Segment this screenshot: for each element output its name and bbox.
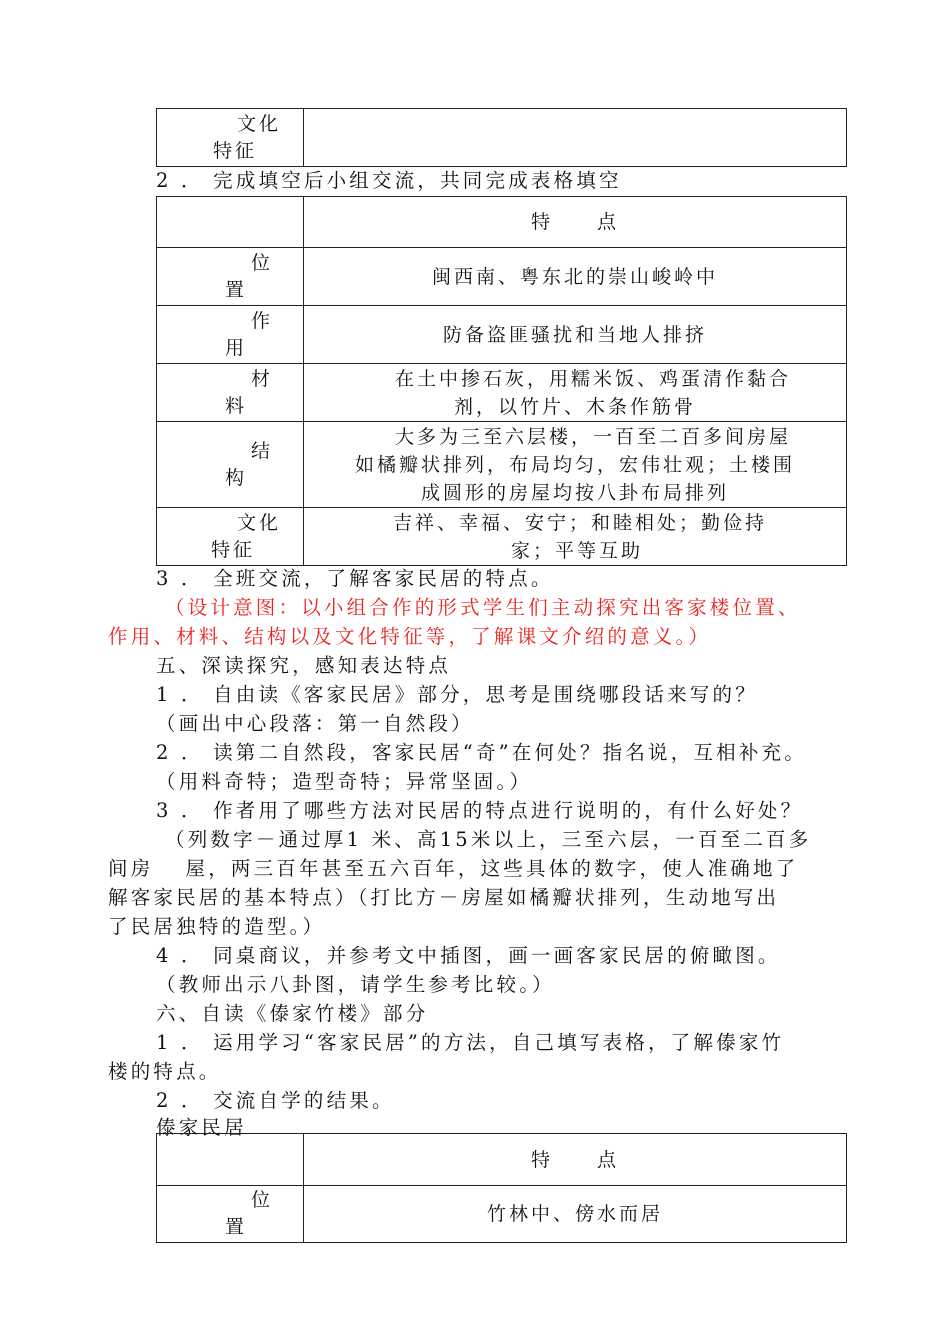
row-content: 竹林中、傍水而居	[304, 1186, 847, 1243]
row-label: 位 置	[157, 248, 304, 306]
answer-3-line-2: 间房 屋，两三百年甚至五六百年，这些具体的数字，使人准确地了	[108, 857, 799, 880]
para-1-line-1: 1 ． 运用学习“客家民居”的方法，自己填写表格，了解傣家竹	[156, 1031, 785, 1054]
table-header-row	[157, 1134, 847, 1186]
header-cell: 特 点	[304, 1134, 847, 1186]
section-6-heading: 六、自读《傣家竹楼》部分	[156, 1002, 429, 1025]
step-3-text: 3 ． 全班交流，了解客家民居的特点。	[156, 567, 554, 590]
row-label: 文化 特征	[157, 508, 304, 566]
table-row	[157, 248, 847, 306]
header-cell: 特 点	[304, 197, 847, 248]
row-label: 作 用	[157, 306, 304, 364]
table-header-row	[157, 197, 847, 248]
row-label: 位 置	[157, 1186, 304, 1243]
answer-2: （用料奇特；造型奇特；异常坚固。）	[156, 770, 533, 793]
row-content: 吉祥、幸福、安宁；和睦相处；勤俭持 家；平等互助	[304, 508, 847, 566]
table-row	[157, 364, 847, 422]
step-2-text: 2 ． 完成填空后小组交流，共同完成表格填空	[156, 169, 622, 192]
para-1-line-2: 楼的特点。	[108, 1060, 222, 1083]
row-content: 大多为三至六层楼，一百至二百多间房屋 如橘瓣状排列，布局均匀，宏伟壮观；土楼围 成圆形的房屋均按八卦布局排列	[304, 422, 847, 508]
answer-4: （教师出示八卦图，请学生参考比较。）	[156, 973, 555, 996]
row-content	[304, 109, 847, 167]
answer-3-line-3: 解客家民居的基本特点）（打比方－房屋如橘瓣状排列，生动地写出	[108, 886, 780, 909]
header-empty-cell	[157, 1134, 304, 1186]
question-1: 1 ． 自由读《客家民居》部分，思考是围绕哪段话来写的？	[156, 683, 758, 706]
para-2: 2 ． 交流自学的结果。	[156, 1089, 395, 1112]
row-label: 材 料	[157, 364, 304, 422]
header-empty-cell	[157, 197, 304, 248]
row-label: 文化 特征	[157, 109, 304, 167]
table-row	[157, 1186, 847, 1243]
dai-heading: 傣家民居	[156, 1116, 247, 1139]
bottom-table	[156, 1133, 847, 1243]
row-label: 结 构	[157, 422, 304, 508]
row-content: 防备盗匪骚扰和当地人排挤	[304, 306, 847, 364]
design-intent-line-2: 作用、材料、结构以及文化特征等，了解课文介绍的意义。）	[108, 625, 712, 648]
design-intent-line-1: （设计意图：以小组合作的形式学生们主动探究出客家楼位置、	[165, 596, 801, 619]
question-2: 2 ． 读第二自然段，客家民居“奇”在何处？指名说，互相补充。	[156, 741, 807, 764]
table-row	[157, 508, 847, 566]
table-row	[157, 306, 847, 364]
answer-1: （画出中心段落：第一自然段）	[156, 712, 474, 735]
main-table	[156, 196, 847, 566]
section-5-heading: 五、深读探究，感知表达特点	[156, 654, 452, 677]
answer-3-line-1: （列数字－通过厚1 米、高15米以上，三至六层，一百至二百多	[165, 828, 812, 851]
table-row	[157, 109, 847, 167]
question-3: 3 ． 作者用了哪些方法对民居的特点进行说明的，有什么好处？	[156, 799, 804, 822]
row-content: 闽西南、粤东北的崇山峻岭中	[304, 248, 847, 306]
table-row	[157, 422, 847, 508]
top-table	[156, 108, 847, 167]
answer-3-line-4: 了民居独特的造型。）	[108, 915, 326, 938]
row-content: 在土中掺石灰，用糯米饭、鸡蛋清作黏合 剂，以竹片、木条作筋骨	[304, 364, 847, 422]
question-4: 4 ． 同桌商议，并参考文中插图，画一画客家民居的俯瞰图。	[156, 944, 781, 967]
